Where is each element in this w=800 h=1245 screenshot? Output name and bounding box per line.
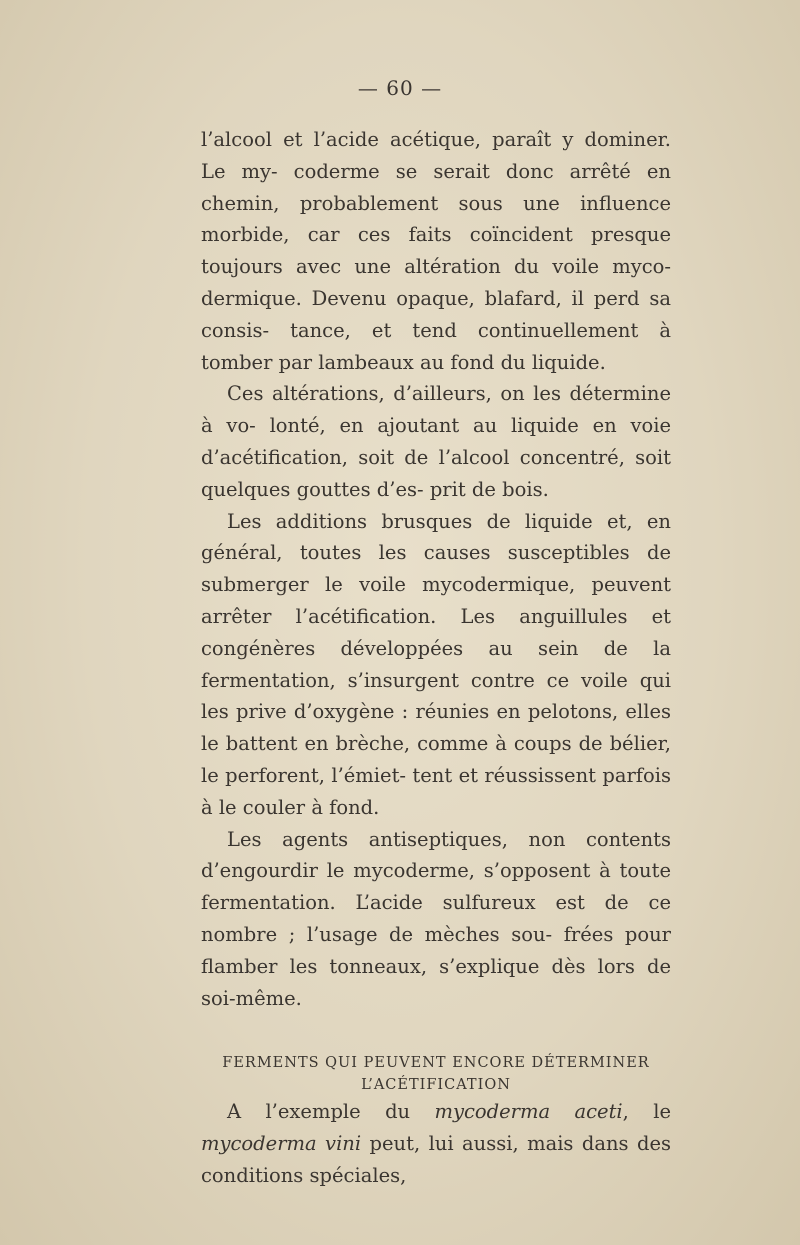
paragraph-3: Les additions brusques de liquide et, en général, toutes les causes susceptibles de submerger le voile mycodermique, peuvent arrêter l’acétification. Les anguillules et congénères développées au sein de la fermentation, s’insurgent contre ce voile qui les prive d’oxygène : réunies en pelotons, elles le battent en brèche, comme à coups de bélier, le perforent, l’émiet- tent et réussissent parfois à le couler à fond. <box>201 509 671 819</box>
paragraph-5-text-c: peut, lui aussi, mais dans des conditions spéciales, <box>201 1132 671 1187</box>
section-heading-line-2: L’ACÉTIFICATION <box>361 1077 511 1094</box>
paragraph-5-text-a: A l’exemple du <box>227 1100 435 1124</box>
paragraph-5 <box>201 1096 671 1191</box>
paragraph-1: l’alcool et l’acide acétique, paraît y dominer. Le my- coderme se serait donc arrêté en chemin, probablement sous une influence morbide, car ces faits coïncident presque toujours avec une altération du voile myco- dermique. Devenu opaque, blafard, il perd sa consis- tance, et tend continuellement à tomber par lambeaux au fond du liquide. <box>201 128 671 374</box>
body-text <box>201 124 671 1192</box>
species-name-vini: mycoderma vini <box>201 1132 362 1156</box>
paragraph-2: Ces altérations, d’ailleurs, on les détermine à vo- lonté, en ajoutant au liquide en voie d’acétification, soit de l’alcool concentré, soit quelques gouttes d’es- prit de bois. <box>201 382 671 501</box>
page-number: — 60 — <box>357 76 443 100</box>
paragraph-5-text-b: , le <box>622 1100 671 1124</box>
species-name-aceti: mycoderma aceti <box>434 1100 623 1124</box>
section-heading <box>201 1052 671 1096</box>
section-heading-line-1: FERMENTS QUI PEUVENT ENCORE DÉTERMINER <box>222 1055 650 1072</box>
paragraph-4: Les agents antiseptiques, non contents d’engourdir le mycoderme, s’opposent à toute fermentation. L’acide sulfureux est de ce nombre ; l’usage de mèches sou- frées pour flamber les tonneaux, s’explique dès lors de soi-même. <box>201 827 671 1010</box>
